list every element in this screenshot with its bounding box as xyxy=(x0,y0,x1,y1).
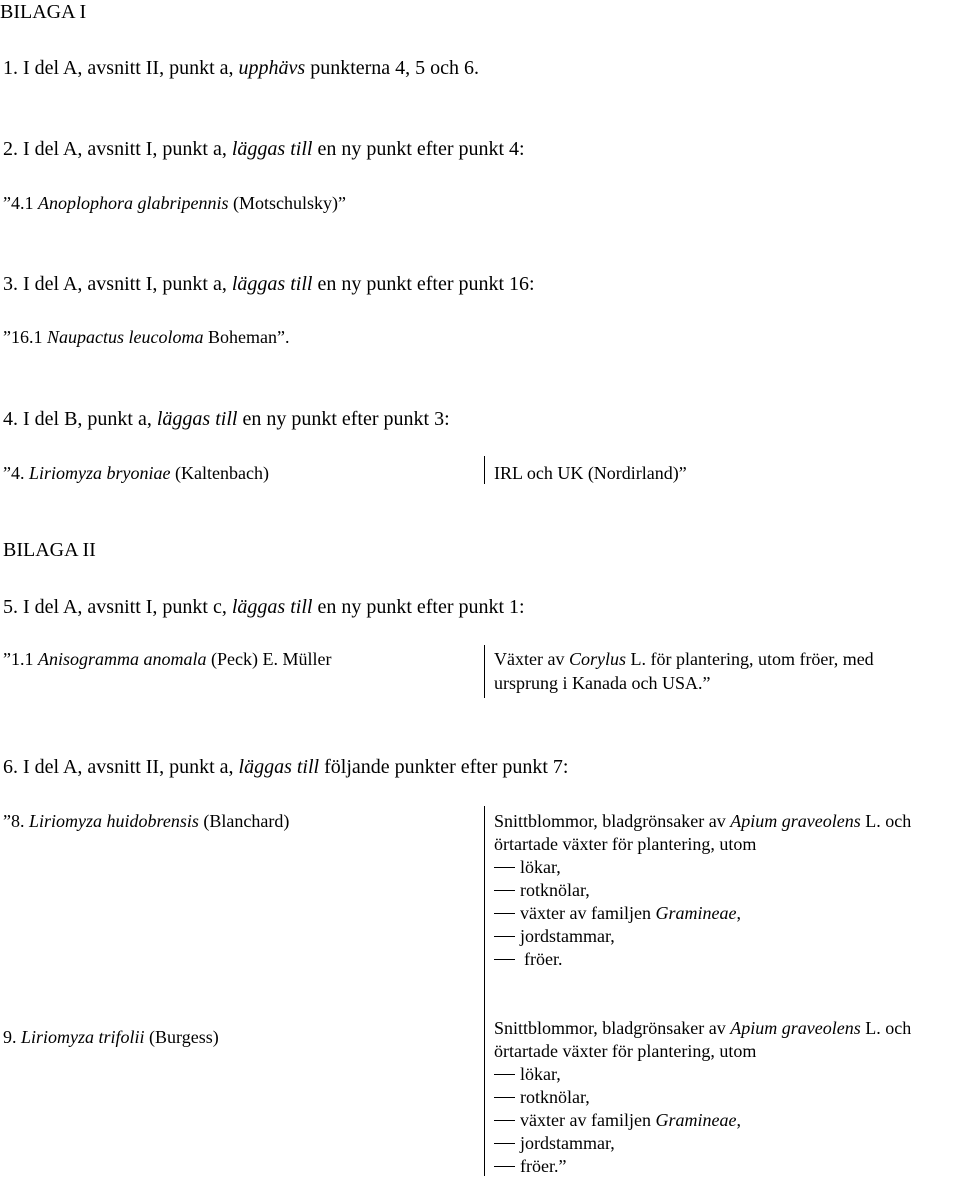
amendment-3: 3. I del A, avsnitt I, punkt a, läggas till en ny punkt efter punkt 16: xyxy=(3,273,535,295)
entry-9-exception: lökar, xyxy=(494,1063,561,1085)
entry-8-exception: jordstammar, xyxy=(494,925,615,947)
entry-4-organism: ”4. Liriomyza bryoniae (Kaltenbach) xyxy=(3,463,269,483)
entry-1-1-desc-line-1: Växter av Corylus L. för plantering, utom fröer, med xyxy=(494,649,874,669)
entry-8-desc-line-2: örtartade växter för plantering, utom xyxy=(494,834,757,854)
entry-4-1: ”4.1 Anoplophora glabripennis (Motschulsky)” xyxy=(3,193,346,213)
entry-8-exception: rotknölar, xyxy=(494,879,590,901)
entry-9-exception: växter av familjen Gramineae, xyxy=(494,1109,741,1131)
column-rule xyxy=(484,806,485,1176)
annex-2-heading: BILAGA II xyxy=(3,539,96,561)
entry-9-desc-line-2: örtartade växter för plantering, utom xyxy=(494,1041,757,1061)
amendment-6: 6. I del A, avsnitt II, punkt a, läggas till följande punkter efter punkt 7: xyxy=(3,756,569,778)
amendment-2: 2. I del A, avsnitt I, punkt a, läggas till en ny punkt efter punkt 4: xyxy=(3,138,525,160)
column-rule xyxy=(484,456,485,484)
amendment-5: 5. I del A, avsnitt I, punkt c, läggas till en ny punkt efter punkt 1: xyxy=(3,596,525,618)
amendment-1: 1. I del A, avsnitt II, punkt a, upphävs punkterna 4, 5 och 6. xyxy=(3,57,480,79)
entry-8-desc-line-1: Snittblommor, bladgrönsaker av Apium graveolens L. och xyxy=(494,811,912,831)
entry-8-organism: ”8. Liriomyza huidobrensis (Blanchard) xyxy=(3,811,290,831)
entry-9-exception: rotknölar, xyxy=(494,1086,590,1108)
entry-9-desc-line-1: Snittblommor, bladgrönsaker av Apium graveolens L. och xyxy=(494,1018,912,1038)
amendment-4: 4. I del B, punkt a, läggas till en ny punkt efter punkt 3: xyxy=(3,408,450,430)
entry-8-exception: lökar, xyxy=(494,856,561,878)
entry-1-1-desc-line-2: ursprung i Kanada och USA.” xyxy=(494,673,711,693)
annex-1-heading: BILAGA I xyxy=(0,1,87,23)
entry-9-exception: jordstammar, xyxy=(494,1132,615,1154)
entry-9-exception: fröer.” xyxy=(494,1155,566,1177)
entry-9-organism: 9. Liriomyza trifolii (Burgess) xyxy=(3,1027,219,1047)
entry-8-exception: växter av familjen Gramineae, xyxy=(494,902,741,924)
entry-16-1: ”16.1 Naupactus leucoloma Boheman”. xyxy=(3,327,290,347)
entry-4-zone: IRL och UK (Nordirland)” xyxy=(494,463,687,483)
column-rule xyxy=(484,645,485,698)
entry-8-exception: fröer. xyxy=(494,948,562,970)
entry-1-1-organism: ”1.1 Anisogramma anomala (Peck) E. Müller xyxy=(3,649,332,669)
